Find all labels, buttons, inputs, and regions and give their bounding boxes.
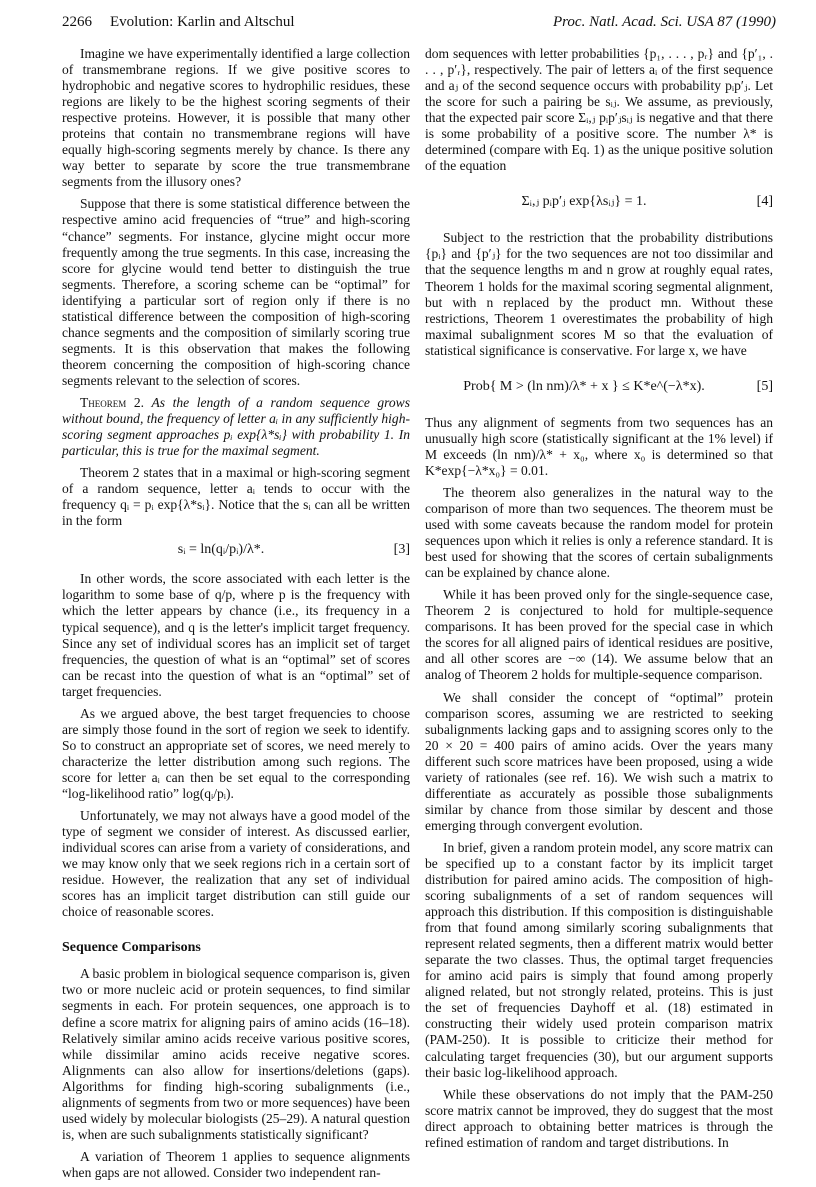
theorem-2 [62,395,410,459]
paragraph: In other words, the score associated with each letter is the logarithm to some base of q/p, where p is the frequency with which the letter appears by chance (i.e., its frequency in a typical sequence), and q is the letter's implicit target frequency. Since any set of individual scores has an implicit set of target frequencies, the question of what is an “optimal” set of scores can be recast into the question of what is an “optimal” set of target frequencies. [62,571,410,699]
equation-text: sᵢ = ln(qᵢ/pᵢ)/λ*. [177,542,265,558]
paragraph: Imagine we have experimentally identified a large collection of transmembrane regions. If we give positive scores to hydrophobic and negative scores to hydrophilic residues, these regions are likely to be the highest scoring segments of their respective proteins. However, it is possible that many other proteins that contain no transmembrane regions will have equally high-scoring segments merely by chance. Is there any way better to separate by score the true transmembrane segments from the illusory ones? [62,46,410,190]
equation-number: [5] [756,378,773,394]
equation-number: [4] [756,194,773,210]
theorem-label: Theorem 2. [80,394,144,410]
left-column [62,46,410,1187]
equation-text: Σᵢ,ⱼ pᵢp′ⱼ exp{λsᵢⱼ} = 1. [521,194,647,210]
equation-4 [425,180,773,226]
paragraph: A basic problem in biological sequence comparison is, given two or more nucleic acid or protein sequences, to find similar segments in each. For protein sequences, one approach is to define a score matrix for aligning pairs of amino acids (16–18). Relatively similar amino acids receive various positive scores, while dissimilar amino acids receive negative scores. Alignments can also allow for insertions/deletions (gaps). Algorithms for finding high-scoring subalignments (i.e., alignments of segments from two or more sequences) have been used widely by molecular biologists (25–29). A natural question is, when are such subalignments statistically significant? [62,966,410,1142]
section-heading: Sequence Comparisons [62,940,201,956]
paragraph: While these observations do not imply that the PAM-250 score matrix cannot be improved, they do suggest that the most direct approach to obtaining better matrices is through the refined estimation of random and target distributions. In [425,1086,773,1150]
running-title: Evolution: Karlin and Altschul [110,14,295,30]
page-header [62,14,776,36]
paragraph: Subject to the restriction that the probability distributions {pᵢ} and {p′ⱼ} for the two sequences are not too dissimilar and that the sequence lengths m and n grow at roughly equal rates, Theorem 1 holds for the maximal scoring segmental alignment, but with n replaced by the product mn. Without these restrictions, Theorem 1 overestimates the probability of high maximal subalignment scores M so that the evaluation of statistical significance is conservative. For large x, we have [425,230,773,358]
journal-citation: Proc. Natl. Acad. Sci. USA 87 (1990) [552,14,776,30]
paragraph: While it has been proved only for the single-sequence case, Theorem 2 is conjectured to hold for multiple-sequence comparisons. It has been proved for the special case in which the scores for all aligned pairs of identical residues are positive, and all other scores are −∞ (14). We assume below that an analog of Theorem 2 holds for multiple-sequence comparison. [425,587,773,683]
right-column [425,46,773,1157]
page-number: 2266 [62,14,92,30]
paragraph: In brief, given a random protein model, any score matrix can be specified up to a constant factor by its implicit target distribution for paired amino acids. The composition of high-scoring subalignments of a set of random sequences will approach this distribution. If this composition is distinguishable from that found among similarly scoring subalignments that represent related segments, then a different matrix would better separate the two classes. Thus, the optimal target frequencies for amino acid pairs is simply that found among properly aligned related, but not strongly related, proteins. This is just the set of frequencies Dayhoff et al. (18) estimated in constructing their widely used protein comparison matrix (PAM-250). It is possible to criticize their method for calculating target frequencies (30), but our argument supports their basic log-likelihood approach. [425,839,773,1080]
paragraph: As we argued above, the best target frequencies to choose are simply those found in the sort of region we seek to identify. So to construct an appropriate set of scores, we need merely to characterize the letter distribution among such regions. The score for letter aᵢ can then be set equal to the corresponding “log-likelihood ratio” log(qᵢ/pᵢ). [62,705,410,801]
paragraph: The theorem also generalizes in the natural way to the comparison of more than two sequences. The theorem must be used with some caveats because the random model for protein sequences upon which it relies is only a reference standard. It is best used for showing that the scores of certain subalignments can be explained by chance alone. [425,484,773,581]
paragraph: Theorem 2 states that in a maximal or high-scoring segment of a random sequence, letter aᵢ tends to occur with the frequency qᵢ = pᵢ exp{λ*sᵢ}. Notice that the sᵢ can all be written in the form [62,465,410,529]
paragraph: Suppose that there is some statistical difference between the respective amino acid frequencies of “true” and high-scoring “chance” segments. For instance, glycine might occur more frequently among the true segments. In this case, increasing the score for glycine would tend better to distinguish the true segments. Therefore, a scoring scheme can be “optimal” for identifying a particular sort of region only if there is no statistical difference between the composition of high-scoring chance segments and the composition of similarly scoring true segments. It is this observation that makes the following theorem concerning the composition of high-scoring chance segments relevant to the selection of scores. [62,196,410,388]
equation-text: Prob{ M > (ln nm)/λ* + x } ≤ K*e^(−λ*x). [463,378,705,394]
equation-number: [3] [393,542,410,558]
equation-5 [425,365,773,411]
paragraph: We shall consider the concept of “optimal” protein comparison scores, assuming we are restricted to seeking subalignments lacking gaps and to assigning scores only to the 20 × 20 = 400 pairs of amino acids. Over the years many different such score matrices have been proposed, using a wide variety of rationales (see ref. 16). We wish such a matrix to differentiate as accurately as possible those subalignments similar by chance from those similar by descent and those emerging through convergent evolution. [425,689,773,833]
theorem-statement: As the length of a random sequence grows without bound, the frequency of letter aᵢ in any sufficiently high-scoring segment approaches pᵢ exp{λ*sᵢ} with probability 1. In particular, this is true for the maximal segment. [62,394,410,459]
equation-3 [62,535,410,567]
paragraph: A variation of Theorem 1 applies to sequence alignments when gaps are not allowed. Consider two independent ran- [62,1148,410,1180]
paragraph: dom sequences with letter probabilities {p₁, . . . , pᵣ} and {p′₁, . . . , p′ᵣ}, respectively. The pair of letters aᵢ of the first sequence and aⱼ of the second sequence occurs with probability pᵢp′ⱼ. Let the score for such a pairing be sᵢⱼ. We assume, as previously, that the expected pair score Σᵢ,ⱼ pᵢp′ⱼsᵢⱼ is negative and that there is some probability of a positive score. The number λ* is determined (compare with Eq. 1) as the unique positive solution of the equation [425,46,773,174]
paragraph: Thus any alignment of segments from two sequences has an unusually high score (statistically significant at the 1% level) if M exceeds (ln nm)/λ* + x₀, where x₀ is determined so that K*exp{−λ*x₀} = 0.01. [425,414,773,478]
paragraph: Unfortunately, we may not always have a good model of the type of segment we consider of interest. As discussed earlier, individual scores can arise from a variety of considerations, and we may know only that we seek regions rich in a certain sort of residue. However, the realization that any set of individual scores has an implicit target distribution can still guide our choice of reasonable scores. [62,808,410,920]
